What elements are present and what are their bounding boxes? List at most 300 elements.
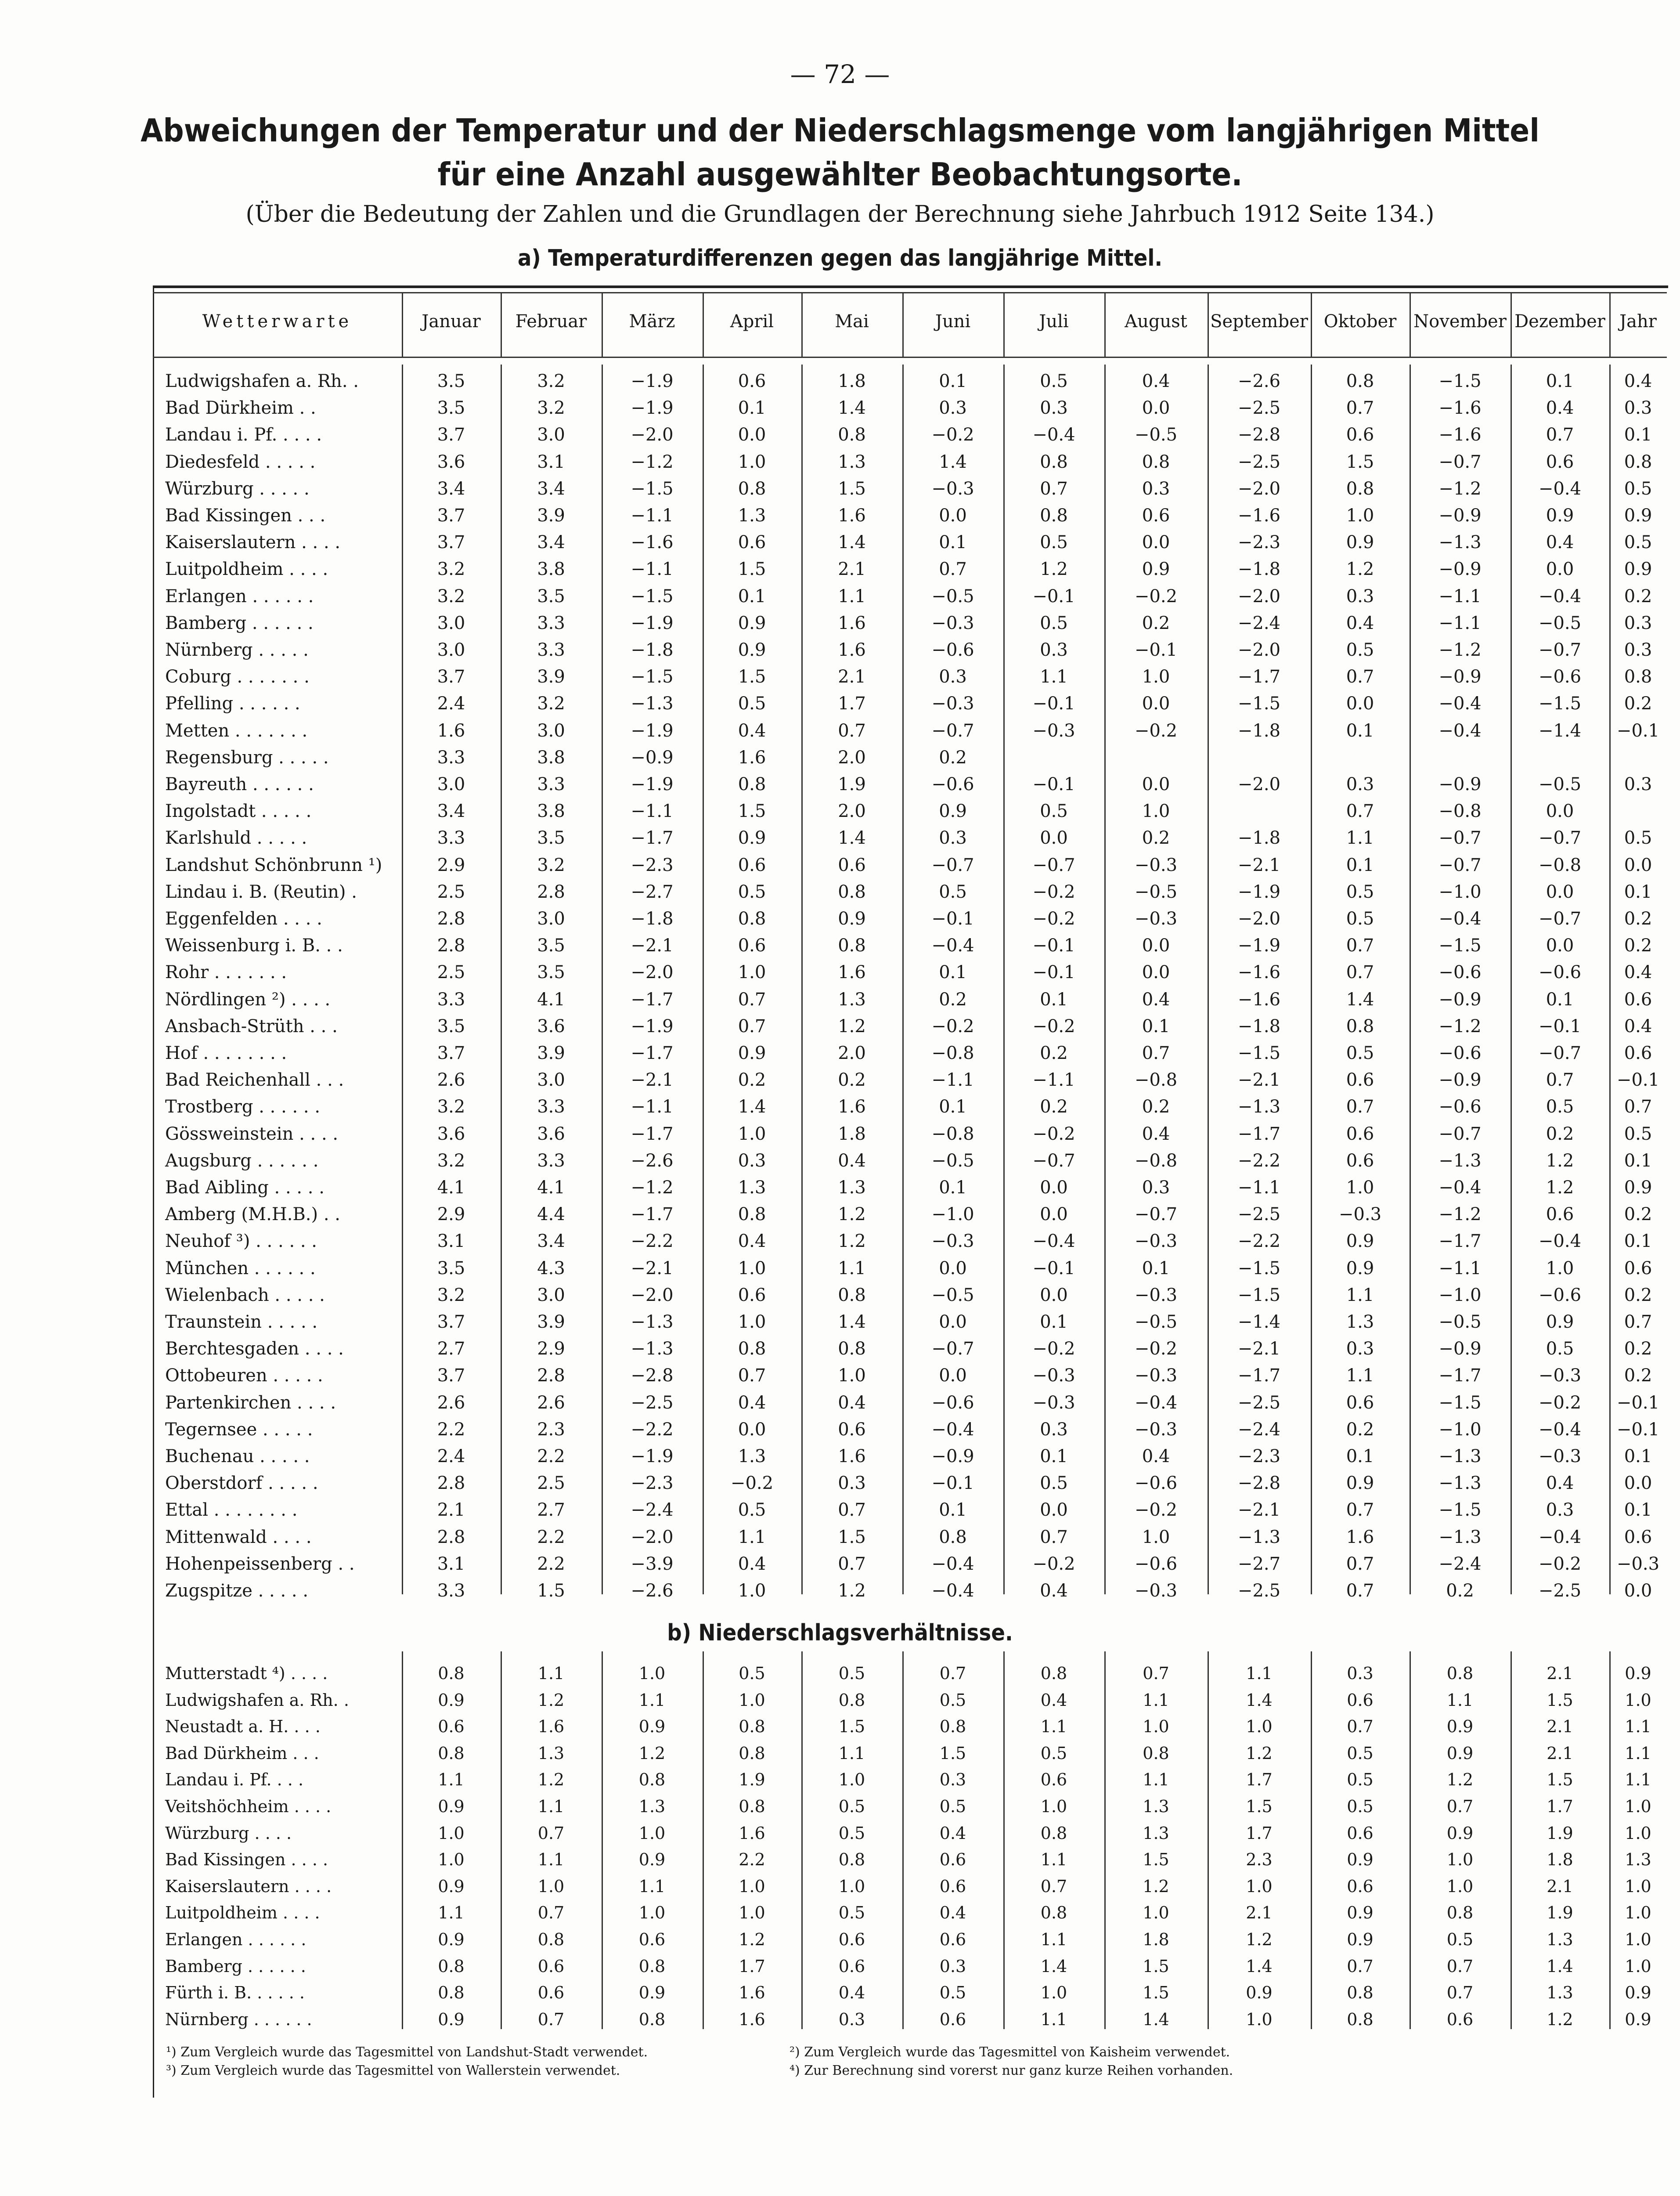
station-name: Landshut Schönbrunn ¹) xyxy=(165,855,382,875)
value-jahr: −0.1 xyxy=(1616,720,1660,741)
value-februar: 3.9 xyxy=(537,667,565,687)
value-september: −1.8 xyxy=(1237,559,1281,580)
value-juni: 0.8 xyxy=(939,1717,966,1737)
station-name: Nürnberg . . . . . . xyxy=(165,2009,312,2029)
value-jahr: 0.3 xyxy=(1624,640,1652,660)
value-september: −2.0 xyxy=(1237,640,1281,660)
value-juni: −1.0 xyxy=(931,1204,974,1225)
page-title: Abweichungen der Temperatur und der Niederschlagsmenge vom langjährigen Mittel xyxy=(141,112,1539,149)
value-jahr: 0.8 xyxy=(1624,667,1652,687)
value-dezember: −0.4 xyxy=(1538,1231,1582,1252)
value-mai: 0.8 xyxy=(838,1690,865,1710)
station-name: Pfelling . . . . . . xyxy=(165,693,300,714)
value-januar: 3.7 xyxy=(437,506,465,526)
page-subtitle: (Über die Bedeutung der Zahlen und die Grundlagen der Berechnung siehe Jahrbuch 1912 Seite 134.) xyxy=(245,201,1435,228)
value-februar: 3.8 xyxy=(537,747,565,768)
station-name: Bamberg . . . . . . xyxy=(165,613,314,633)
value-dezember: 1.3 xyxy=(1547,1983,1573,2003)
value-juli: 0.8 xyxy=(1040,1823,1067,1843)
value-juli: 0.4 xyxy=(1040,1690,1067,1710)
value-april: 0.6 xyxy=(738,935,766,956)
value-februar: 3.4 xyxy=(537,478,565,499)
table-row xyxy=(0,1148,1680,1174)
value-dezember: 1.9 xyxy=(1547,1903,1573,1923)
value-august: 0.0 xyxy=(1142,532,1170,553)
value-juni: −0.6 xyxy=(931,774,974,795)
value-dezember: 0.9 xyxy=(1546,506,1574,526)
value-jahr: 0.2 xyxy=(1624,1365,1652,1386)
value-juni: 0.5 xyxy=(939,1690,966,1710)
value-maerz: −2.3 xyxy=(631,1473,674,1494)
value-dezember: 1.5 xyxy=(1547,1690,1573,1710)
station-name: Tegernsee . . . . . xyxy=(165,1419,313,1440)
value-september: 1.7 xyxy=(1246,1823,1273,1843)
value-september: −1.5 xyxy=(1237,693,1281,714)
value-juni: −0.8 xyxy=(931,1123,974,1144)
value-februar: 4.3 xyxy=(537,1258,565,1279)
value-juni: 0.3 xyxy=(939,1956,966,1976)
value-oktober: 0.2 xyxy=(1346,1419,1374,1440)
table-row xyxy=(0,690,1680,717)
value-oktober: 0.7 xyxy=(1346,1581,1374,1601)
value-september: 1.0 xyxy=(1246,1876,1273,1896)
station-name: Ludwigshafen a. Rh. . xyxy=(165,1690,349,1710)
value-jahr: 0.3 xyxy=(1624,774,1652,795)
table-row xyxy=(0,959,1680,986)
footnote-4: ⁴) Zur Berechnung sind vorerst nur ganz kurze Reihen vorhanden. xyxy=(790,2063,1233,2078)
table-row xyxy=(0,1416,1680,1443)
value-februar: 0.7 xyxy=(537,2009,565,2029)
value-mai: 1.5 xyxy=(838,478,866,499)
value-mai: 0.5 xyxy=(838,1797,865,1816)
value-oktober: 0.5 xyxy=(1346,909,1374,929)
value-august: 1.0 xyxy=(1142,801,1170,822)
column-header-februar: Februar xyxy=(515,311,587,332)
value-februar: 3.1 xyxy=(537,451,565,472)
table-row xyxy=(0,1013,1680,1040)
value-jahr: 0.2 xyxy=(1624,909,1652,929)
value-september: −2.3 xyxy=(1237,532,1281,553)
value-jahr: 1.3 xyxy=(1625,1850,1651,1870)
value-november: −1.2 xyxy=(1438,1016,1482,1037)
table-row xyxy=(0,1201,1680,1228)
station-name: Berchtesgaden . . . . xyxy=(165,1339,344,1359)
value-maerz: −2.4 xyxy=(631,1500,674,1521)
value-november: −1.0 xyxy=(1438,1285,1482,1305)
value-oktober: 0.5 xyxy=(1347,1797,1374,1816)
value-november: −1.2 xyxy=(1438,1204,1482,1225)
value-maerz: −2.0 xyxy=(631,1285,674,1305)
value-jahr: 0.1 xyxy=(1624,1500,1652,1521)
value-juni: −0.4 xyxy=(931,935,974,956)
value-november: −0.4 xyxy=(1438,693,1482,714)
value-januar: 2.1 xyxy=(437,1500,465,1521)
value-oktober: 0.3 xyxy=(1346,586,1374,607)
value-juni: −0.6 xyxy=(931,640,974,660)
value-februar: 3.3 xyxy=(537,613,565,633)
table-row xyxy=(0,1067,1680,1094)
column-header-september: September xyxy=(1210,311,1308,332)
value-juni: 0.0 xyxy=(939,1365,967,1386)
value-september: −2.5 xyxy=(1237,398,1281,419)
value-august: 1.0 xyxy=(1142,667,1170,687)
value-maerz: −2.1 xyxy=(631,1258,674,1279)
station-name: Wielenbach . . . . . xyxy=(165,1285,325,1305)
value-november: −1.0 xyxy=(1438,881,1482,902)
value-september: −1.6 xyxy=(1237,962,1281,983)
value-maerz: 0.8 xyxy=(638,1956,666,1976)
value-september: −1.8 xyxy=(1237,828,1281,849)
value-juni: −0.7 xyxy=(931,1339,974,1359)
value-juni: −0.9 xyxy=(931,1446,974,1466)
value-dezember: 0.4 xyxy=(1546,398,1574,419)
value-april: 0.8 xyxy=(738,909,766,929)
value-oktober: 0.3 xyxy=(1346,1339,1374,1359)
value-jahr: 0.7 xyxy=(1624,1312,1652,1332)
value-august: 0.1 xyxy=(1142,1258,1170,1279)
station-name: Luitpoldheim . . . . xyxy=(165,1903,320,1923)
value-september: −1.3 xyxy=(1237,1097,1281,1117)
column-header-november: November xyxy=(1413,311,1507,332)
station-name: Veitshöchheim . . . . xyxy=(165,1797,332,1816)
table-row xyxy=(0,986,1680,1013)
table-row xyxy=(0,1820,1680,1847)
value-januar: 3.2 xyxy=(437,559,465,580)
value-juli: 0.8 xyxy=(1040,506,1068,526)
value-jahr: 0.9 xyxy=(1624,1177,1652,1198)
value-juli: 0.8 xyxy=(1040,451,1068,472)
value-juli: 1.1 xyxy=(1040,1717,1067,1737)
value-maerz: −3.9 xyxy=(631,1553,674,1574)
value-september: 1.7 xyxy=(1246,1770,1273,1790)
value-januar: 3.2 xyxy=(437,1150,465,1171)
value-januar: 3.7 xyxy=(437,1312,465,1332)
value-dezember: 1.9 xyxy=(1547,1823,1573,1843)
value-januar: 2.9 xyxy=(437,1204,465,1225)
value-dezember: 0.0 xyxy=(1546,935,1574,956)
value-oktober: 0.3 xyxy=(1346,774,1374,795)
value-juli: −0.1 xyxy=(1032,693,1075,714)
table-row xyxy=(0,1578,1680,1604)
value-oktober: 0.7 xyxy=(1346,962,1374,983)
value-dezember: 0.1 xyxy=(1546,989,1574,1010)
value-jahr: 0.6 xyxy=(1624,1527,1652,1547)
value-august: −0.5 xyxy=(1134,1312,1178,1332)
value-april: 0.7 xyxy=(738,989,766,1010)
value-september: 1.0 xyxy=(1246,1717,1273,1737)
table-row xyxy=(0,1094,1680,1120)
value-maerz: −1.7 xyxy=(631,1043,674,1063)
value-oktober: 1.6 xyxy=(1346,1527,1374,1547)
value-juli: 0.5 xyxy=(1040,1473,1068,1494)
value-jahr: 0.8 xyxy=(1624,451,1652,472)
value-september: −1.8 xyxy=(1237,720,1281,741)
value-mai: 0.8 xyxy=(838,881,866,902)
table-row xyxy=(0,664,1680,690)
station-name: Mutterstadt ⁴) . . . . xyxy=(165,1664,328,1683)
station-name: Karlshuld . . . . . xyxy=(165,828,307,849)
value-mai: 1.1 xyxy=(838,1258,866,1279)
value-mai: 1.3 xyxy=(838,451,866,472)
value-dezember: 0.1 xyxy=(1546,371,1574,391)
value-februar: 1.6 xyxy=(537,1717,565,1737)
value-jahr: 0.7 xyxy=(1624,1097,1652,1117)
value-februar: 4.4 xyxy=(537,1204,565,1225)
value-juni: −0.3 xyxy=(931,613,974,633)
value-mai: 1.6 xyxy=(838,1446,866,1466)
value-mai: 1.8 xyxy=(838,1123,866,1144)
value-juni: −0.4 xyxy=(931,1419,974,1440)
value-september: 2.3 xyxy=(1246,1850,1273,1870)
value-juli: 0.7 xyxy=(1040,1876,1067,1896)
value-mai: 0.6 xyxy=(838,1956,865,1976)
value-oktober: 1.4 xyxy=(1346,989,1374,1010)
value-januar: 3.3 xyxy=(437,1581,465,1601)
value-dezember: 0.5 xyxy=(1546,1097,1574,1117)
value-maerz: −2.0 xyxy=(631,425,674,445)
value-maerz: −0.9 xyxy=(631,747,674,768)
value-november: 0.9 xyxy=(1446,1743,1474,1763)
table-row xyxy=(0,1740,1680,1767)
value-oktober: 1.1 xyxy=(1346,1285,1374,1305)
value-august: 1.0 xyxy=(1142,1527,1170,1547)
station-name: Regensburg . . . . . xyxy=(165,747,329,768)
value-august: 1.2 xyxy=(1143,1876,1169,1896)
value-november: 0.7 xyxy=(1446,1797,1474,1816)
value-dezember: 2.1 xyxy=(1547,1717,1573,1737)
value-juni: 0.5 xyxy=(939,1797,966,1816)
value-juli: 1.1 xyxy=(1040,667,1068,687)
value-jahr: −0.1 xyxy=(1616,1070,1660,1091)
station-name: Coburg . . . . . . . xyxy=(165,667,310,687)
value-oktober: −0.3 xyxy=(1338,1204,1382,1225)
value-juli: 0.8 xyxy=(1040,1664,1067,1683)
value-jahr: 0.2 xyxy=(1624,693,1652,714)
value-januar: 3.0 xyxy=(437,774,465,795)
value-juni: 0.1 xyxy=(939,1177,967,1198)
value-maerz: −1.1 xyxy=(631,801,674,822)
value-mai: 1.9 xyxy=(838,774,866,795)
station-name: Bad Dürkheim . . xyxy=(165,398,316,419)
value-februar: 3.5 xyxy=(537,962,565,983)
value-april: 0.6 xyxy=(738,532,766,553)
value-april: 0.4 xyxy=(738,720,766,741)
value-september: 1.1 xyxy=(1246,1664,1273,1683)
value-januar: 3.5 xyxy=(437,1016,465,1037)
value-juli: 0.1 xyxy=(1040,1312,1068,1332)
value-oktober: 1.5 xyxy=(1346,451,1374,472)
value-august: 1.3 xyxy=(1143,1797,1169,1816)
value-mai: 0.2 xyxy=(838,1070,866,1091)
value-jahr: 0.4 xyxy=(1624,962,1652,983)
value-mai: 0.9 xyxy=(838,909,866,929)
value-juli: −0.2 xyxy=(1032,1553,1075,1574)
value-mai: 0.4 xyxy=(838,1983,865,2003)
page-title-line2: für eine Anzahl ausgewählter Beobachtungsorte. xyxy=(437,156,1243,193)
table-row xyxy=(0,1470,1680,1497)
value-september: −1.3 xyxy=(1237,1527,1281,1547)
value-juli: 0.5 xyxy=(1040,801,1068,822)
value-august: −0.8 xyxy=(1134,1150,1178,1171)
value-oktober: 0.6 xyxy=(1346,1123,1374,1144)
value-januar: 0.8 xyxy=(438,1664,465,1683)
table-row xyxy=(0,879,1680,906)
value-jahr: 0.0 xyxy=(1624,1581,1652,1601)
value-november: −0.5 xyxy=(1438,1312,1482,1332)
station-name: Bayreuth . . . . . . xyxy=(165,774,314,795)
value-april: 0.7 xyxy=(738,1016,766,1037)
value-februar: 2.2 xyxy=(537,1527,565,1547)
value-februar: 3.3 xyxy=(537,774,565,795)
value-oktober: 0.8 xyxy=(1346,1016,1374,1037)
value-november: 0.8 xyxy=(1446,1664,1474,1683)
value-maerz: −1.3 xyxy=(631,693,674,714)
value-april: 1.0 xyxy=(738,1581,766,1601)
value-dezember: 0.2 xyxy=(1546,1123,1574,1144)
value-januar: 3.7 xyxy=(437,1365,465,1386)
station-name: Amberg (M.H.B.) . . xyxy=(165,1204,340,1225)
value-juli: 0.5 xyxy=(1040,371,1068,391)
value-januar: 3.6 xyxy=(437,451,465,472)
value-jahr: 0.2 xyxy=(1624,1339,1652,1359)
value-april: 0.5 xyxy=(739,1664,765,1683)
station-name: Würzburg . . . . . xyxy=(165,478,310,499)
value-september: 0.9 xyxy=(1246,1983,1273,2003)
value-februar: 3.9 xyxy=(537,1043,565,1063)
value-juni: 0.3 xyxy=(939,1770,966,1790)
value-dezember: 0.6 xyxy=(1546,451,1574,472)
value-oktober: 0.9 xyxy=(1346,1258,1374,1279)
value-august: −0.2 xyxy=(1134,720,1178,741)
station-name: Landau i. Pf. . . . . xyxy=(165,425,322,445)
value-oktober: 0.8 xyxy=(1346,371,1374,391)
value-februar: 4.1 xyxy=(537,989,565,1010)
value-november: −1.5 xyxy=(1438,935,1482,956)
value-maerz: −1.9 xyxy=(631,613,674,633)
value-mai: 0.3 xyxy=(838,1473,866,1494)
value-januar: 2.8 xyxy=(437,935,465,956)
value-februar: 3.9 xyxy=(537,1312,565,1332)
value-oktober: 0.6 xyxy=(1346,1070,1374,1091)
value-august: −0.3 xyxy=(1134,1231,1178,1252)
value-september: −1.4 xyxy=(1237,1312,1281,1332)
value-januar: 1.1 xyxy=(438,1770,465,1790)
value-dezember: −0.4 xyxy=(1538,478,1582,499)
value-juni: −0.7 xyxy=(931,720,974,741)
value-jahr: 1.0 xyxy=(1625,1876,1651,1896)
value-april: 0.6 xyxy=(738,1285,766,1305)
value-september: −1.7 xyxy=(1237,1123,1281,1144)
footnote-3: ³) Zum Vergleich wurde das Tagesmittel von Wallerstein verwendet. xyxy=(166,2063,620,2078)
value-september: −2.4 xyxy=(1237,1419,1281,1440)
value-oktober: 0.3 xyxy=(1347,1664,1374,1683)
value-juli: 0.5 xyxy=(1040,613,1068,633)
value-juli: 0.1 xyxy=(1040,1446,1068,1466)
value-jahr: 0.4 xyxy=(1624,371,1652,391)
value-dezember: 2.1 xyxy=(1547,1664,1573,1683)
value-dezember: −0.2 xyxy=(1538,1553,1582,1574)
value-november: −1.6 xyxy=(1438,398,1482,419)
station-name: Erlangen . . . . . . xyxy=(165,1930,306,1949)
value-januar: 3.5 xyxy=(437,398,465,419)
value-mai: 1.5 xyxy=(838,1527,866,1547)
value-mai: 1.6 xyxy=(838,962,866,983)
value-april: 0.8 xyxy=(739,1717,765,1737)
value-november: −1.3 xyxy=(1438,1473,1482,1494)
value-september: 1.2 xyxy=(1246,1930,1273,1949)
table-row xyxy=(0,1660,1680,1687)
value-januar: 3.6 xyxy=(437,1123,465,1144)
value-april: 0.9 xyxy=(738,613,766,633)
value-februar: 3.6 xyxy=(537,1016,565,1037)
value-mai: 0.6 xyxy=(838,855,866,875)
value-juli: 0.5 xyxy=(1040,1743,1067,1763)
value-januar: 0.8 xyxy=(438,1983,465,2003)
station-name: Luitpoldheim . . . . xyxy=(165,559,328,580)
value-juli: 0.5 xyxy=(1040,532,1068,553)
table-row xyxy=(0,1713,1680,1740)
value-juni: 0.1 xyxy=(939,1097,967,1117)
value-september: −1.6 xyxy=(1237,989,1281,1010)
value-oktober: 0.7 xyxy=(1346,1553,1374,1574)
table-row xyxy=(0,771,1680,798)
value-mai: 1.2 xyxy=(838,1581,866,1601)
value-maerz: −2.1 xyxy=(631,1070,674,1091)
value-juli: 1.1 xyxy=(1040,1850,1067,1870)
value-juni: 0.6 xyxy=(939,1930,966,1949)
value-februar: 2.7 xyxy=(537,1500,565,1521)
value-august: 0.2 xyxy=(1142,828,1170,849)
value-mai: 1.6 xyxy=(838,640,866,660)
table-row xyxy=(0,718,1680,744)
value-februar: 2.8 xyxy=(537,881,565,902)
column-header-januar: Januar xyxy=(422,311,481,332)
value-jahr xyxy=(1609,744,1667,771)
table-row xyxy=(0,1255,1680,1282)
value-januar: 0.8 xyxy=(438,1956,465,1976)
value-dezember: −0.6 xyxy=(1538,962,1582,983)
value-februar: 3.3 xyxy=(537,1150,565,1171)
value-februar: 3.4 xyxy=(537,1231,565,1252)
value-november: −0.9 xyxy=(1438,774,1482,795)
value-november: −1.6 xyxy=(1438,425,1482,445)
station-name: Hof . . . . . . . . xyxy=(165,1043,287,1063)
value-juli: −0.3 xyxy=(1032,1392,1075,1413)
value-april: 0.5 xyxy=(738,1500,766,1521)
value-januar: 2.6 xyxy=(437,1392,465,1413)
value-juli: 1.0 xyxy=(1040,1983,1067,2003)
station-name: Oberstdorf . . . . . xyxy=(165,1473,318,1494)
value-juni: −0.7 xyxy=(931,855,974,875)
value-juli: −0.2 xyxy=(1032,1016,1075,1037)
value-jahr: 0.2 xyxy=(1624,1285,1652,1305)
value-maerz: −1.7 xyxy=(631,1204,674,1225)
value-april: 1.3 xyxy=(738,1446,766,1466)
value-februar: 1.1 xyxy=(537,1664,565,1683)
value-november: −0.9 xyxy=(1438,1339,1482,1359)
value-november: −0.9 xyxy=(1438,667,1482,687)
value-jahr: 0.5 xyxy=(1624,828,1652,849)
value-juli: −0.1 xyxy=(1032,935,1075,956)
value-mai: 0.7 xyxy=(838,720,866,741)
value-juni: 0.3 xyxy=(939,828,967,849)
value-oktober: 0.9 xyxy=(1347,1903,1374,1923)
value-august: 0.2 xyxy=(1142,1097,1170,1117)
value-januar: 3.3 xyxy=(437,747,465,768)
value-november: 1.0 xyxy=(1446,1876,1474,1896)
value-dezember: 2.1 xyxy=(1547,1743,1573,1763)
value-november: −1.5 xyxy=(1438,1500,1482,1521)
